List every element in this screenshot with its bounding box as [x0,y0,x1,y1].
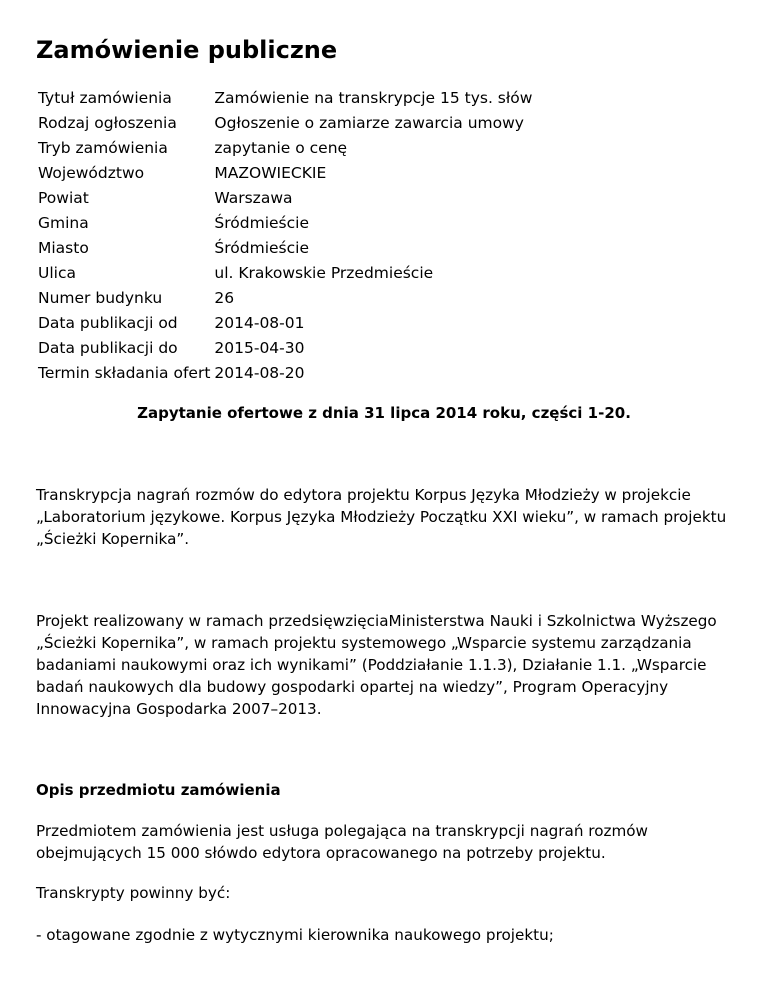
detail-value: 2014-08-01 [214,314,305,332]
order-details-body [38,86,532,386]
detail-value: Śródmieście [214,239,309,257]
detail-label: Tytuł zamówienia [38,89,172,107]
detail-value: Ogłoszenie o zamiarze zawarcia umowy [214,114,524,132]
detail-label: Rodzaj ogłoszenia [38,114,177,132]
detail-value: zapytanie o cenę [214,139,348,157]
detail-value: 2015-04-30 [214,339,305,357]
detail-row [38,311,532,336]
detail-row [38,86,532,111]
detail-row [38,136,532,161]
detail-value: Śródmieście [214,214,309,232]
detail-label: Województwo [38,164,145,182]
detail-label: Data publikacji od [38,314,178,332]
detail-value: 2014-08-20 [214,364,305,382]
requirements-intro: Transkrypty powinny być: [36,884,231,902]
detail-label: Numer budynku [38,289,163,307]
detail-row [38,236,532,261]
intro-paragraph: Transkrypcja nagrań rozmów do edytora projektu Korpus Języka Młodzieży w projekcie „Laboratorium językowe. Korpus Języka Młodzieży Początku XXI wieku”, w ramach projektu „Ścieżki Kopernika”. [36,486,727,548]
project-paragraph: Projekt realizowany w ramach przedsięwzięciaMinisterstwa Nauki i Szkolnictwa Wyższego „Ścieżki Kopernika”, w ramach projektu systemowego „Wsparcie systemu zarządzania badaniami naukowymi oraz ich wynikami” (Poddziałanie 1.1.3), Działanie 1.1. „Wsparcie badań naukowych dla budowy gospodarki opartej na wiedzy”, Program Operacyjny Innowacyjna Gospodarka 2007–2013. [36,612,717,718]
detail-label: Miasto [38,239,89,257]
order-details-table [38,86,532,386]
section-heading: Opis przedmiotu zamówienia [36,781,281,799]
detail-label: Gmina [38,214,89,232]
page-title: Zamówienie publiczne [36,36,338,64]
detail-row [38,261,532,286]
detail-label: Ulica [38,264,76,282]
detail-value: MAZOWIECKIE [214,164,327,182]
detail-label: Termin składania ofert [38,364,211,382]
requirement-item: - otagowane zgodnie z wytycznymi kierownika naukowego projektu; [36,926,554,944]
detail-label: Data publikacji do [38,339,178,357]
inquiry-subtitle: Zapytanie ofertowe z dnia 31 lipca 2014 roku, części 1-20. [137,404,631,422]
detail-label: Tryb zamówienia [38,139,168,157]
description-paragraph: Przedmiotem zamówienia jest usługa polegająca na transkrypcji nagrań rozmów obejmujących 15 000 słówdo edytora opracowanego na potrzeby projektu. [36,822,648,862]
detail-row [38,186,532,211]
detail-row [38,111,532,136]
detail-row [38,336,532,361]
detail-value: Zamówienie na transkrypcje 15 tys. słów [214,89,533,107]
detail-row [38,286,532,311]
detail-label: Powiat [38,189,89,207]
detail-row [38,161,532,186]
detail-row [38,361,532,386]
detail-value: ul. Krakowskie Przedmieście [214,264,434,282]
detail-row [38,211,532,236]
detail-value: 26 [214,289,235,307]
detail-value: Warszawa [214,189,293,207]
